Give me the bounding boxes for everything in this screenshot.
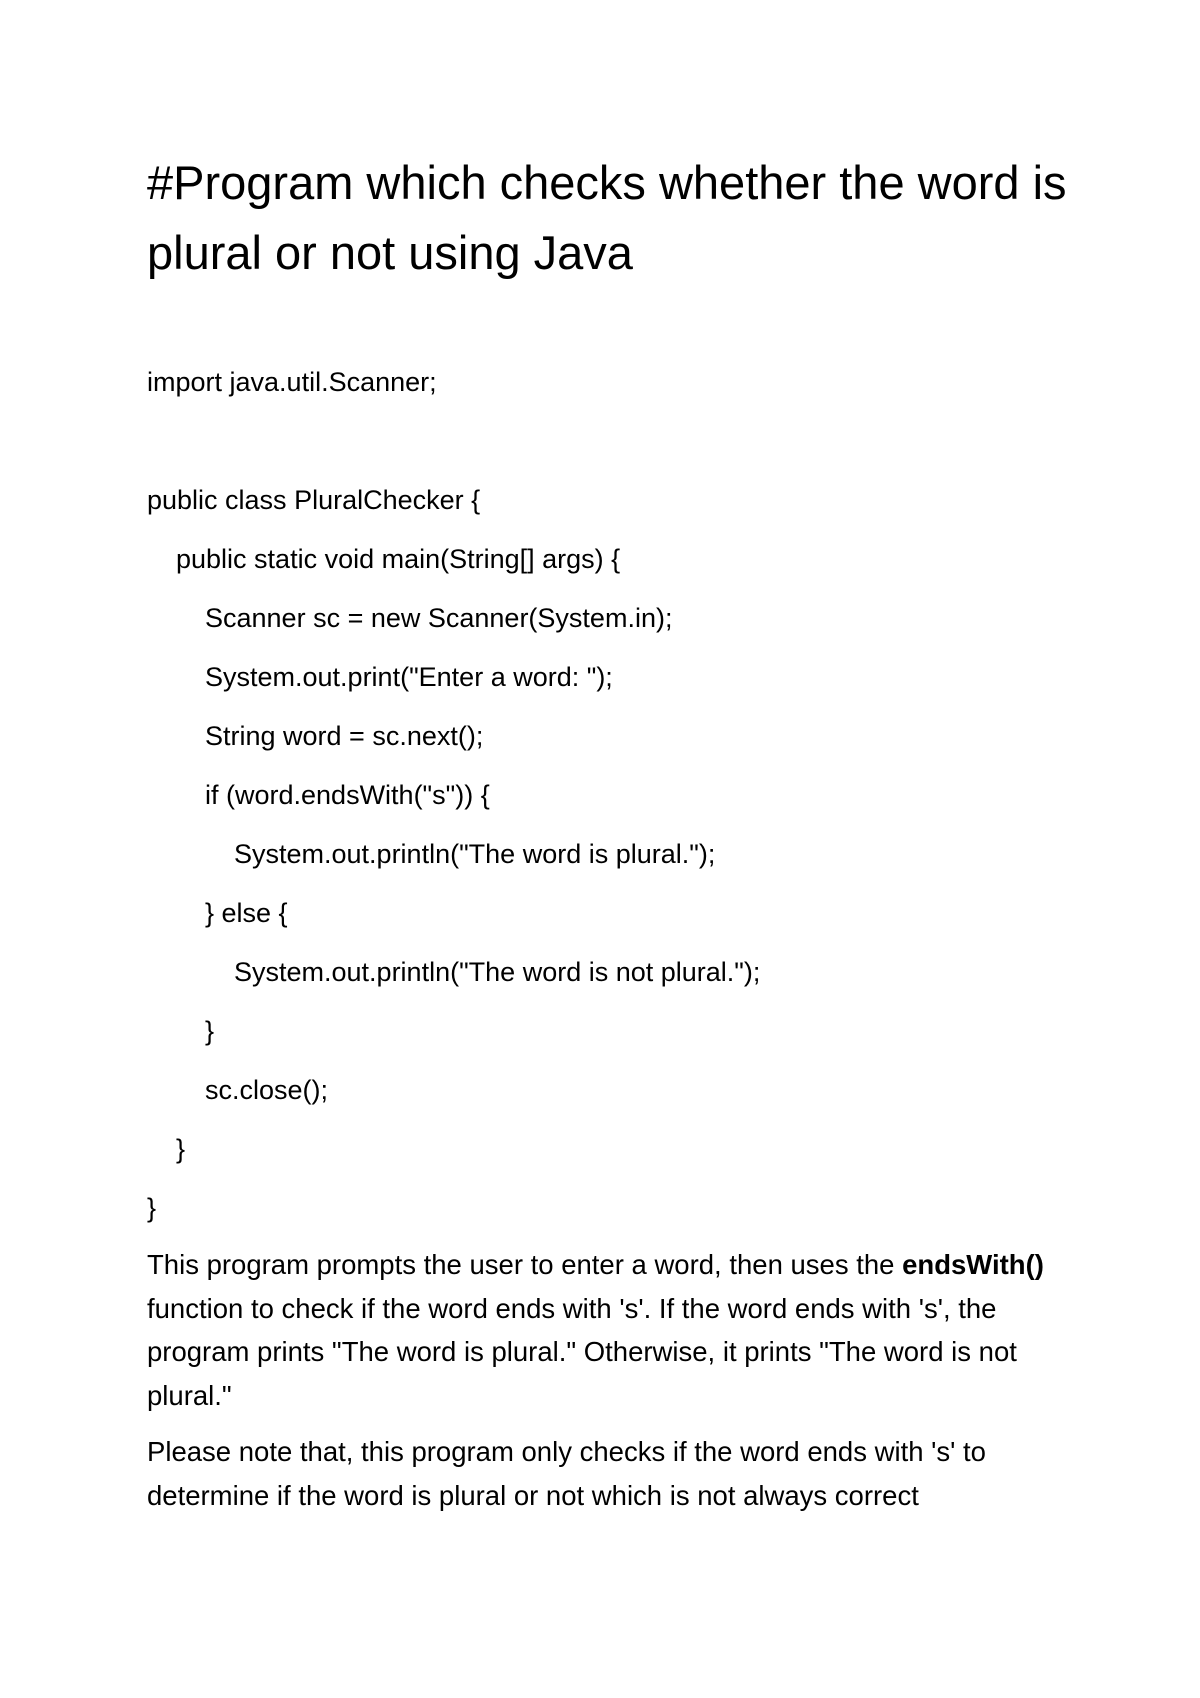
code-line: System.out.print("Enter a word: "); <box>205 662 613 692</box>
explanation-rest: function to check if the word ends with 's'. If the word ends with 's', the program prints "The word is plural." Otherwise, it prints "The word is not plural." <box>147 1292 1017 1411</box>
code-line: } else { <box>205 898 288 928</box>
code-line: System.out.println("The word is not plural."); <box>234 957 761 987</box>
explanation-paragraph <box>147 1243 1077 1417</box>
code-line: sc.close(); <box>205 1075 329 1105</box>
explanation-intro: This program prompts the user to enter a word, then uses the <box>147 1249 903 1280</box>
code-line: public class PluralChecker { <box>147 485 481 515</box>
code-line: if (word.endsWith("s")) { <box>205 780 490 810</box>
function-name: endsWith() <box>902 1249 1044 1280</box>
code-line: } <box>205 1016 215 1046</box>
code-line: import java.util.Scanner; <box>147 367 437 397</box>
code-line: } <box>176 1134 186 1164</box>
code-line: Scanner sc = new Scanner(System.in); <box>205 603 673 633</box>
code-line: String word = sc.next(); <box>205 721 484 751</box>
note-paragraph: Please note that, this program only checks if the word ends with 's' to determine if the word is plural or not which is not always correct <box>147 1436 986 1511</box>
code-line: public static void main(String[] args) { <box>176 544 621 574</box>
code-line: System.out.println("The word is plural."); <box>234 839 716 869</box>
code-line: } <box>147 1193 157 1223</box>
document-title: #Program which checks whether the word is plural or not using Java <box>147 156 1067 279</box>
